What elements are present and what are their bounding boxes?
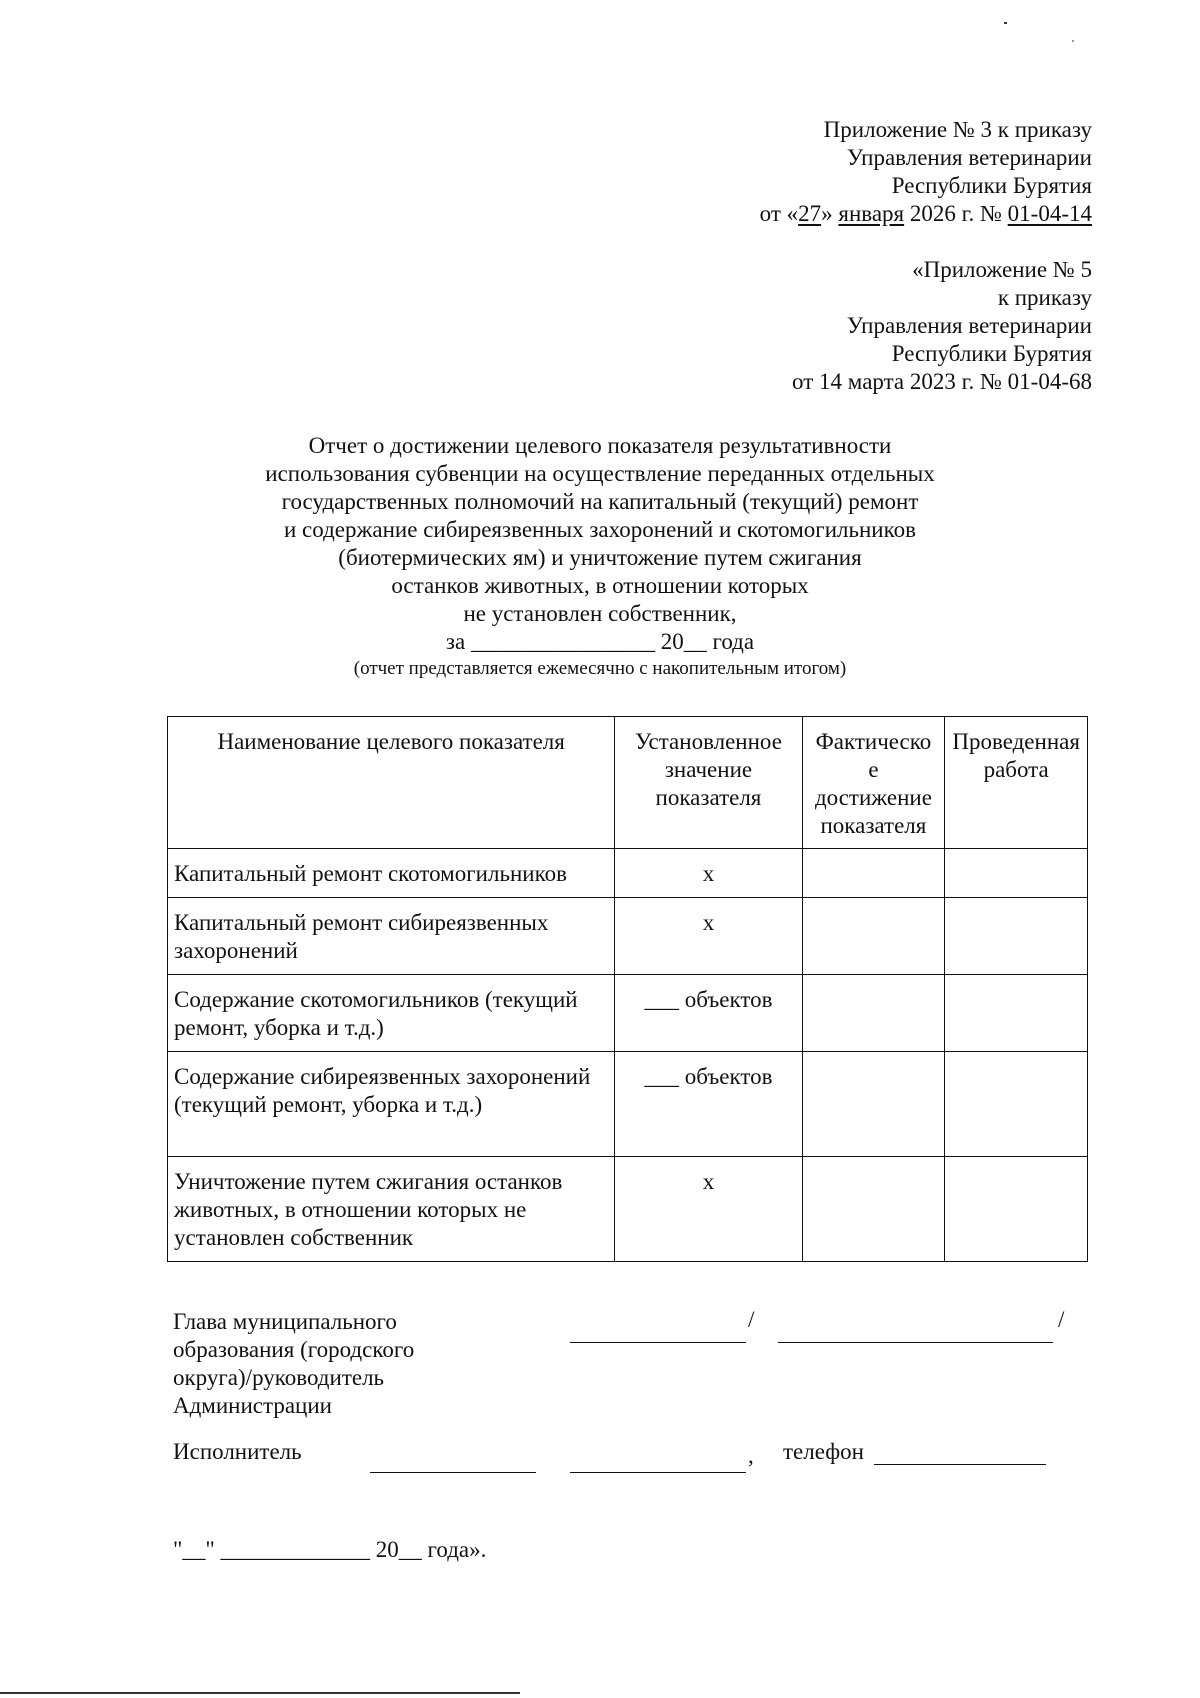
title-line-3: государственных полномочий на капитальный (текущий) ремонт (281, 489, 919, 514)
row-indicator-name: Капитальный ремонт скотомогильников (168, 849, 615, 898)
row-target-value: ___ объектов (615, 1052, 802, 1157)
row-actual-value (802, 898, 945, 975)
row-actual-value (802, 1052, 945, 1157)
head-label-line4: Администрации (173, 1393, 332, 1418)
appendix-3-date-line (760, 200, 1092, 228)
appendix-5-block (792, 256, 1092, 396)
order-number: 01-04-14 (1007, 201, 1092, 226)
report-period: за ________________ 20__ года (445, 629, 755, 654)
appendix-5-line1: «Приложение № 5 (912, 257, 1092, 282)
order-month: января (838, 201, 905, 226)
year-part: 2026 г. № (904, 201, 1008, 226)
row-actual-value (802, 849, 945, 898)
indicators-table (167, 716, 1088, 1262)
title-line-5: (биотермических ям) и уничтожение путем сжигания (338, 545, 862, 570)
row-work-done (945, 1052, 1088, 1157)
appendix-5-line3: Управления ветеринарии (846, 313, 1092, 338)
head-signature-line (570, 1342, 746, 1343)
executor-comma: , (748, 1443, 754, 1468)
signature-date: "__" _____________ 20__ года». (173, 1537, 487, 1562)
table-row (168, 849, 1088, 898)
executor-signature-line (370, 1472, 536, 1473)
header-work-done: Проведенная работа (945, 717, 1088, 849)
row-work-done (945, 1157, 1088, 1262)
table-row (168, 898, 1088, 975)
row-target-value: x (615, 1157, 802, 1262)
table-row (168, 1157, 1088, 1262)
row-work-done (945, 975, 1088, 1052)
header-actual-value: Фактическо е достижение показателя (802, 717, 945, 849)
appendix-5-line5: от 14 марта 2023 г. № 01-04-68 (792, 369, 1092, 394)
row-indicator-name: Содержание скотомогильников (текущий ремонт, уборка и т.д.) (168, 975, 615, 1052)
head-label-line2: образования (городского (173, 1337, 415, 1362)
appendix-3-block (760, 116, 1092, 228)
row-indicator-name: Капитальный ремонт сибиреязвенных захоронений (168, 898, 615, 975)
head-signature-label (173, 1308, 414, 1420)
table-row (168, 975, 1088, 1052)
row-actual-value (802, 975, 945, 1052)
header-indicator-name: Наименование целевого показателя (168, 717, 615, 849)
order-day: 27 (798, 201, 822, 226)
scan-edge-line (0, 1692, 520, 1694)
phone-line (874, 1464, 1046, 1465)
row-indicator-name: Уничтожение путем сжигания останков животных, в отношении которых не установлен собственник (168, 1157, 615, 1262)
date-prefix: от « (759, 201, 799, 226)
row-indicator-name: Содержание сибиреязвенных захоронений (текущий ремонт, уборка и т.д.) (168, 1052, 615, 1157)
head-label-line3: округа)/руководитель (173, 1365, 385, 1390)
scan-speck (1072, 40, 1074, 42)
phone-label: телефон (783, 1439, 864, 1464)
executor-name-line (570, 1472, 746, 1473)
scan-speck (1004, 22, 1007, 24)
head-label-line1: Глава муниципального (173, 1309, 397, 1334)
title-line-1: Отчет о достижении целевого показателя результативности (308, 433, 892, 458)
title-line-6: останков животных, в отношении которых (391, 573, 809, 598)
appendix-3-line1: Приложение № 3 к приказу (823, 117, 1092, 142)
signature-slash-end: / (1058, 1307, 1065, 1332)
appendix-5-line2: к приказу (997, 285, 1092, 310)
executor-label: Исполнитель (173, 1439, 302, 1464)
table-header-row (168, 717, 1088, 849)
row-target-value: x (615, 898, 802, 975)
row-work-done (945, 898, 1088, 975)
title-line-2: использования субвенции на осуществление переданных отдельных (265, 461, 935, 486)
row-target-value: ___ объектов (615, 975, 802, 1052)
appendix-5-line4: Республики Бурятия (891, 341, 1092, 366)
table-row (168, 1052, 1088, 1157)
header-target-value: Установленное значение показателя (615, 717, 802, 849)
title-line-4: и содержание сибиреязвенных захоронений и скотомогильников (284, 517, 916, 542)
report-title (0, 432, 1200, 680)
row-target-value: x (615, 849, 802, 898)
row-actual-value (802, 1157, 945, 1262)
title-line-7: не установлен собственник, (463, 601, 737, 626)
head-name-line (778, 1342, 1053, 1343)
appendix-3-line3: Республики Бурятия (891, 173, 1092, 198)
row-work-done (945, 849, 1088, 898)
report-note: (отчет представляется ежемесячно с накопительным итогом) (353, 658, 847, 679)
signature-slash: / (748, 1307, 755, 1332)
appendix-3-line2: Управления ветеринарии (846, 145, 1092, 170)
month-sep: » (821, 201, 839, 226)
